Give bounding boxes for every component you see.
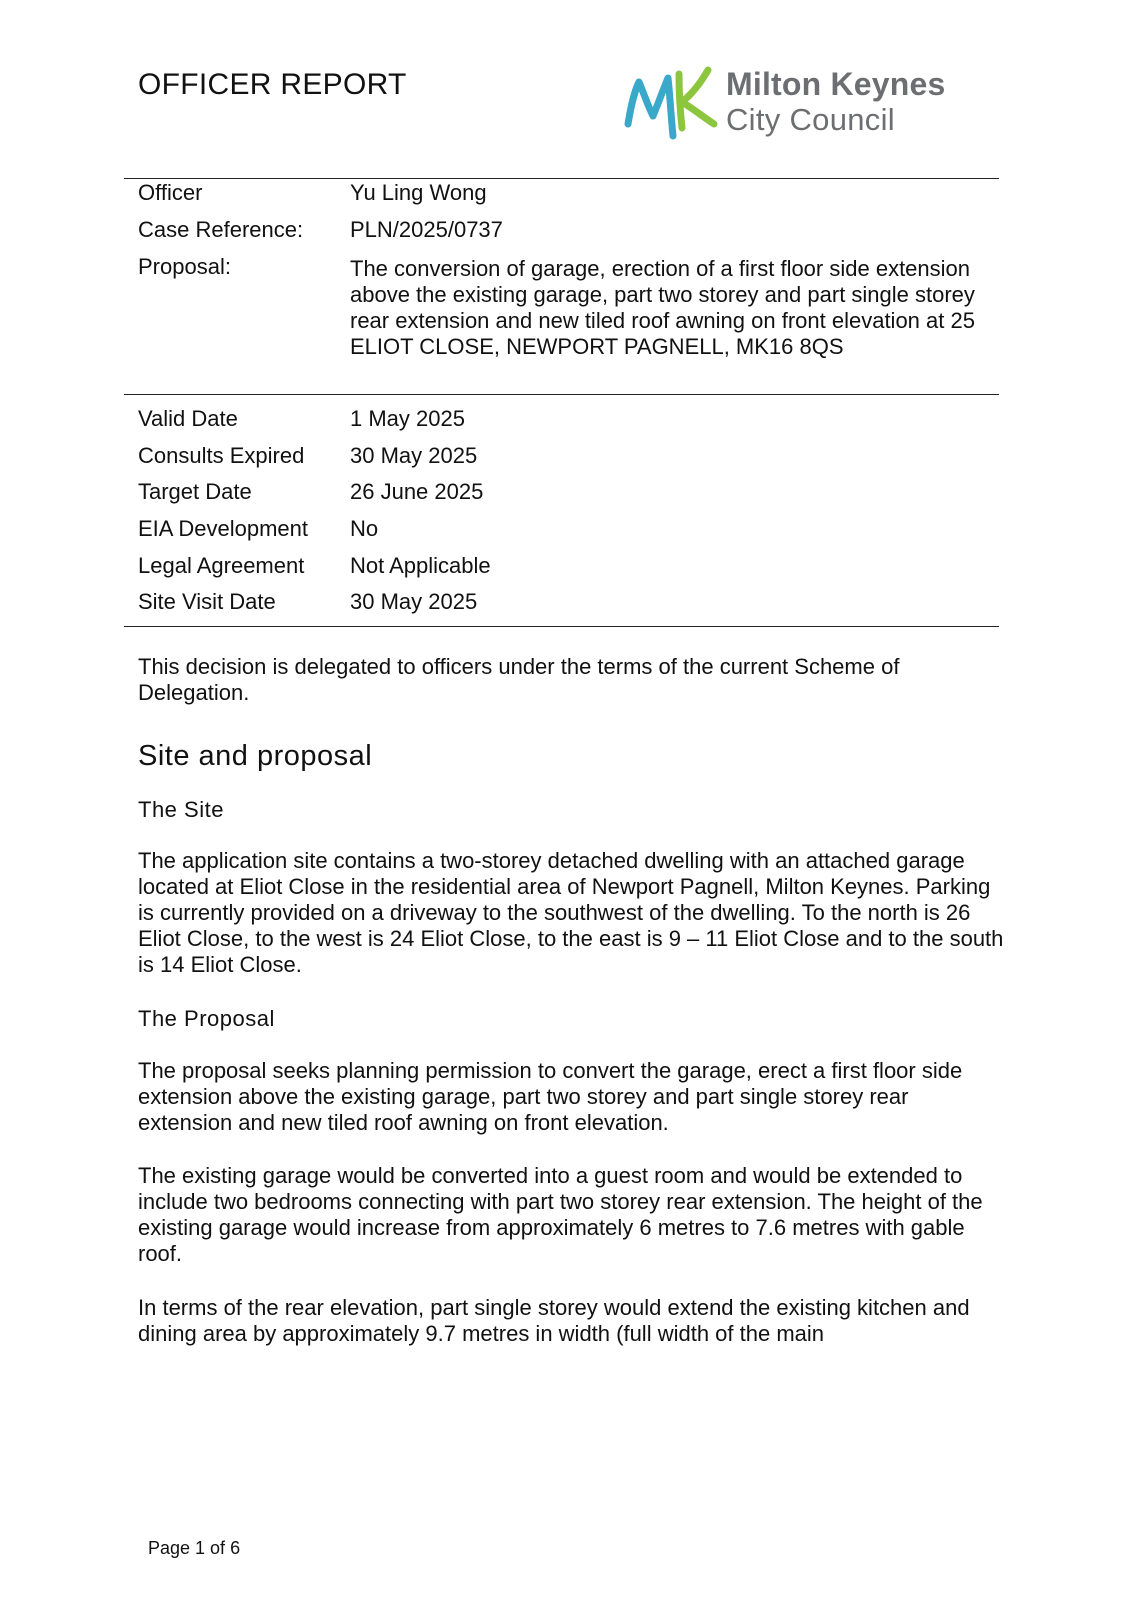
proposal-value: The conversion of garage, erection of a first floor side extension above the existing garage, part two storey and part single storey rear extension and new tiled roof awning on front elevation at 25 ELIOT CLOSE, NEWPORT PAGNELL, MK16 8QS <box>350 256 975 359</box>
consults-expired-value: 30 May 2025 <box>350 443 478 468</box>
legal-agreement-value: Not Applicable <box>350 553 491 578</box>
target-date-label: Target Date <box>138 479 252 504</box>
section-heading: Site and proposal <box>138 740 373 772</box>
report-title: OFFICER REPORT <box>138 68 407 101</box>
target-date-value: 26 June 2025 <box>350 479 484 504</box>
proposal-label: Proposal: <box>138 254 231 279</box>
site-subheading: The Site <box>138 797 224 822</box>
eia-development-value: No <box>350 516 379 541</box>
case-reference-label: Case Reference: <box>138 217 304 242</box>
table-mid-rule <box>124 394 999 395</box>
council-logo <box>622 64 992 146</box>
proposal-paragraph-2: The existing garage would be converted into a guest room and would be extended to include two bedrooms connecting with part two storey rear extension. The height of the existing garage would increase from approximately 6 metres to 7.6 metres with gable roof. <box>138 1163 983 1266</box>
consults-expired-label: Consults Expired <box>138 443 305 468</box>
proposal-paragraph-1: The proposal seeks planning permission to convert the garage, erect a first floor side extension above the existing garage, part two storey and part single storey rear extension and new tiled roof awning on front elevation. <box>138 1058 963 1135</box>
site-visit-date-label: Site Visit Date <box>138 589 276 614</box>
logo-text-line1: Milton Keynes <box>726 66 946 102</box>
legal-agreement-label: Legal Agreement <box>138 553 305 578</box>
page-number: Page 1 of 6 <box>148 1538 241 1558</box>
table-bottom-rule <box>124 626 999 627</box>
proposal-subheading: The Proposal <box>138 1006 275 1031</box>
mk-logo-mark <box>622 64 722 146</box>
officer-label: Officer <box>138 180 203 205</box>
proposal-paragraph-3: In terms of the rear elevation, part single storey would extend the existing kitchen and dining area by approximately 9.7 metres in width (full width of the main <box>138 1295 970 1346</box>
officer-value: Yu Ling Wong <box>350 180 487 205</box>
logo-text-line2: City Council <box>726 102 895 137</box>
table-top-rule <box>124 178 999 179</box>
case-reference-value: PLN/2025/0737 <box>350 217 503 242</box>
valid-date-label: Valid Date <box>138 406 238 431</box>
delegation-note: This decision is delegated to officers under the terms of the current Scheme of Delegation. <box>138 654 900 705</box>
eia-development-label: EIA Development <box>138 516 308 541</box>
valid-date-value: 1 May 2025 <box>350 406 465 431</box>
site-paragraph: The application site contains a two-storey detached dwelling with an attached garage located at Eliot Close in the residential area of Newport Pagnell, Milton Keynes. Parking is currently provided on a driveway to the southwest of the dwelling. To the north is 26 Eliot Close, to the west is 24 Eliot Close, to the east is 9 – 11 Eliot Close and to the south is 14 Eliot Close. <box>138 848 1004 977</box>
site-visit-date-value: 30 May 2025 <box>350 589 478 614</box>
